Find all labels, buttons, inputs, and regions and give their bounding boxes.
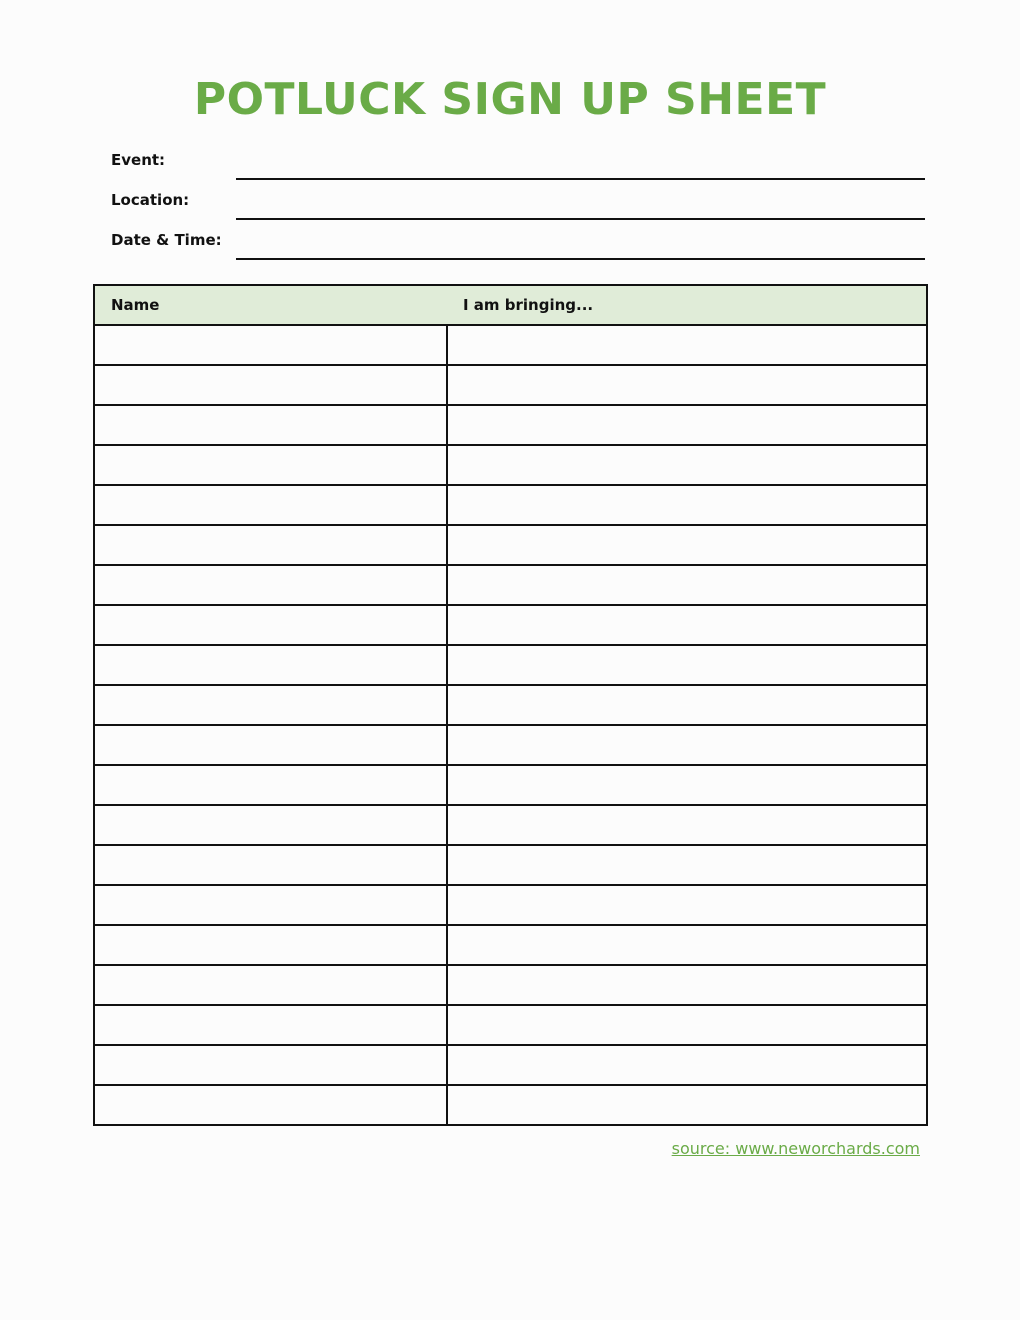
table-row (94, 845, 927, 885)
cell-bringing (447, 805, 927, 845)
name-input[interactable] (95, 406, 446, 444)
cell-bringing (447, 405, 927, 445)
bringing-input[interactable] (448, 526, 926, 564)
name-input[interactable] (95, 646, 446, 684)
cell-bringing (447, 605, 927, 645)
table-row (94, 365, 927, 405)
cell-bringing (447, 725, 927, 765)
bringing-input[interactable] (448, 806, 926, 844)
cell-bringing (447, 885, 927, 925)
cell-bringing (447, 525, 927, 565)
cell-name (94, 325, 447, 365)
name-input[interactable] (95, 806, 446, 844)
table-row (94, 685, 927, 725)
bringing-input[interactable] (448, 726, 926, 764)
name-input[interactable] (95, 606, 446, 644)
bringing-input[interactable] (448, 926, 926, 964)
cell-bringing (447, 485, 927, 525)
cell-bringing (447, 365, 927, 405)
bringing-input[interactable] (448, 646, 926, 684)
cell-bringing (447, 685, 927, 725)
name-input[interactable] (95, 766, 446, 804)
table-row (94, 765, 927, 805)
date-time-underline (236, 258, 925, 260)
cell-name (94, 685, 447, 725)
table-row (94, 445, 927, 485)
name-input[interactable] (95, 1046, 446, 1084)
table-row (94, 1045, 927, 1085)
name-input[interactable] (95, 1086, 446, 1124)
name-input[interactable] (95, 526, 446, 564)
cell-bringing (447, 645, 927, 685)
name-input[interactable] (95, 966, 446, 1004)
location-field[interactable] (236, 193, 925, 219)
cell-name (94, 725, 447, 765)
event-field[interactable] (236, 153, 925, 179)
cell-name (94, 1005, 447, 1045)
name-input[interactable] (95, 326, 446, 364)
bringing-input[interactable] (448, 486, 926, 524)
cell-name (94, 805, 447, 845)
bringing-input[interactable] (448, 1046, 926, 1084)
table-body (94, 325, 927, 1125)
table-row (94, 605, 927, 645)
bringing-input[interactable] (448, 846, 926, 884)
name-input[interactable] (95, 446, 446, 484)
cell-bringing (447, 325, 927, 365)
table-row (94, 565, 927, 605)
cell-bringing (447, 565, 927, 605)
location-label: Location: (111, 191, 190, 209)
cell-name (94, 565, 447, 605)
cell-name (94, 525, 447, 565)
name-input[interactable] (95, 886, 446, 924)
cell-name (94, 645, 447, 685)
cell-bringing (447, 965, 927, 1005)
table-row (94, 965, 927, 1005)
cell-name (94, 925, 447, 965)
bringing-input[interactable] (448, 1006, 926, 1044)
cell-name (94, 365, 447, 405)
event-label: Event: (111, 151, 166, 169)
table-row (94, 405, 927, 445)
name-input[interactable] (95, 366, 446, 404)
cell-bringing (447, 925, 927, 965)
signup-table (93, 284, 928, 1126)
cell-bringing (447, 445, 927, 485)
bringing-input[interactable] (448, 766, 926, 804)
bringing-input[interactable] (448, 446, 926, 484)
name-input[interactable] (95, 486, 446, 524)
date-time-field[interactable] (236, 233, 925, 259)
column-header-bringing: I am bringing... (447, 285, 927, 325)
cell-name (94, 885, 447, 925)
name-input[interactable] (95, 726, 446, 764)
name-input[interactable] (95, 1006, 446, 1044)
cell-name (94, 445, 447, 485)
column-header-name: Name (94, 285, 447, 325)
location-underline (236, 218, 925, 220)
cell-bringing (447, 1005, 927, 1045)
bringing-input[interactable] (448, 1086, 926, 1124)
bringing-input[interactable] (448, 966, 926, 1004)
name-input[interactable] (95, 846, 446, 884)
source-link[interactable]: source: www.neworchards.com (671, 1139, 920, 1158)
bringing-input[interactable] (448, 366, 926, 404)
cell-name (94, 605, 447, 645)
cell-name (94, 965, 447, 1005)
cell-name (94, 765, 447, 805)
date-time-label: Date & Time: (111, 231, 222, 249)
cell-name (94, 1045, 447, 1085)
cell-name (94, 1085, 447, 1125)
table-row (94, 645, 927, 685)
bringing-input[interactable] (448, 686, 926, 724)
name-input[interactable] (95, 926, 446, 964)
table-row (94, 725, 927, 765)
cell-bringing (447, 1045, 927, 1085)
cell-bringing (447, 845, 927, 885)
bringing-input[interactable] (448, 566, 926, 604)
table-header-row (94, 285, 927, 325)
bringing-input[interactable] (448, 406, 926, 444)
table-row (94, 925, 927, 965)
table-row (94, 885, 927, 925)
table-row (94, 805, 927, 845)
cell-name (94, 845, 447, 885)
name-input[interactable] (95, 686, 446, 724)
table-row (94, 1005, 927, 1045)
table-row (94, 485, 927, 525)
bringing-input[interactable] (448, 606, 926, 644)
table-row (94, 325, 927, 365)
bringing-input[interactable] (448, 886, 926, 924)
event-underline (236, 178, 925, 180)
cell-name (94, 485, 447, 525)
table-row (94, 525, 927, 565)
table-row (94, 1085, 927, 1125)
cell-bringing (447, 1085, 927, 1125)
cell-bringing (447, 765, 927, 805)
bringing-input[interactable] (448, 326, 926, 364)
cell-name (94, 405, 447, 445)
page-title: POTLUCK SIGN UP SHEET (193, 74, 827, 125)
name-input[interactable] (95, 566, 446, 604)
